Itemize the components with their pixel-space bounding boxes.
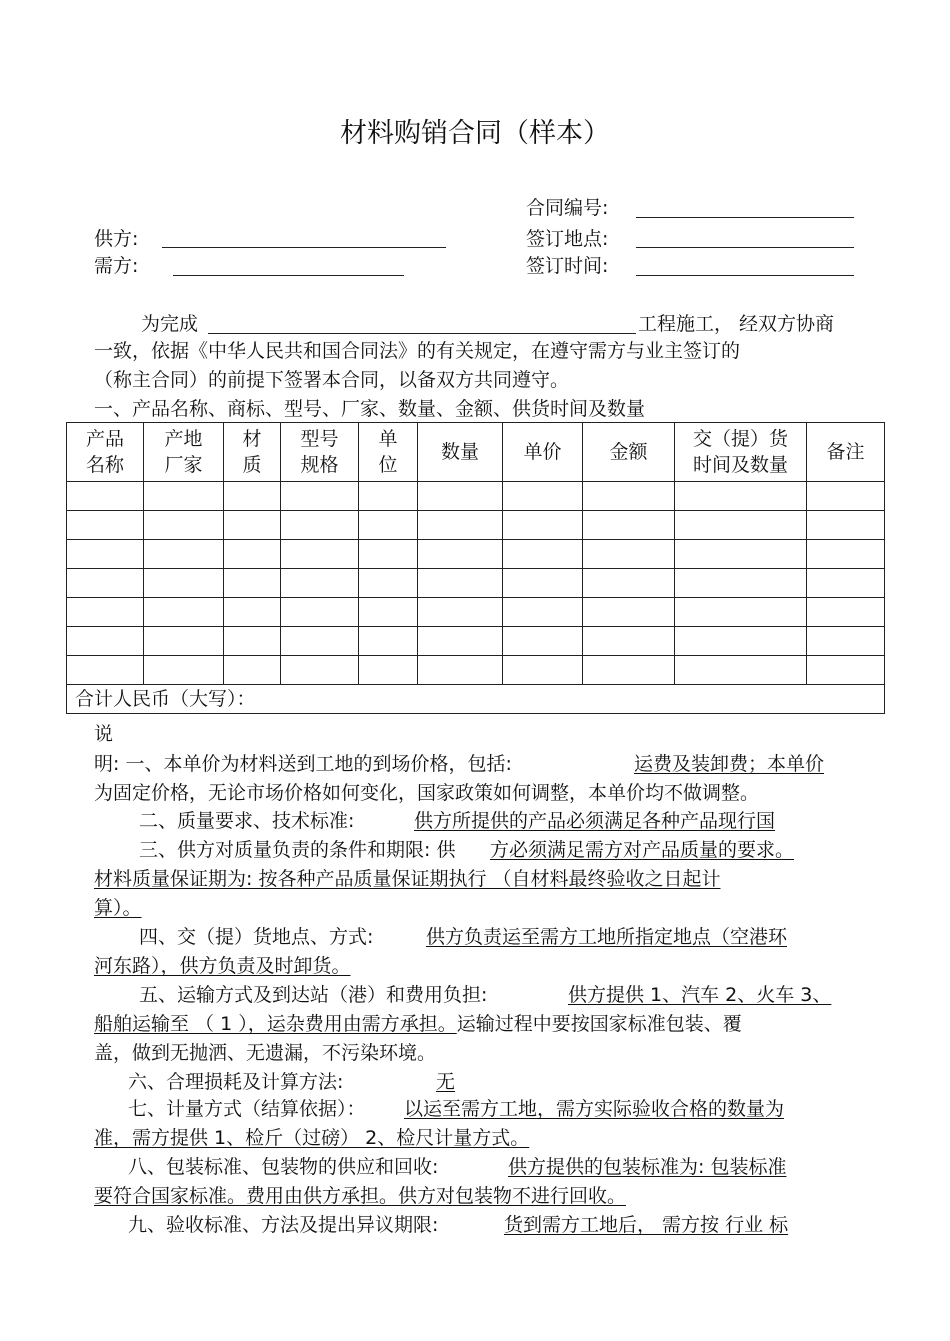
intro-part1: 为完成	[141, 313, 199, 335]
sign-place-label: 签订地点:	[526, 228, 609, 250]
header-cell: 材 质	[224, 423, 281, 482]
table-row	[67, 540, 885, 569]
table-row	[67, 569, 885, 598]
supplier-field[interactable]	[162, 247, 446, 248]
note3-label: 三、供方对质量负责的条件和期限: 供	[139, 839, 456, 861]
note4-value: 供方负责运至需方工地所指定地点（空港环	[426, 926, 788, 948]
contract-no-field[interactable]	[636, 217, 854, 218]
note5-value: 供方提供 1、汽车 2、火车 3、	[568, 984, 832, 1006]
note3-value: 方必须满足需方对产品质量的要求。	[490, 839, 795, 861]
supplier-label: 供方:	[94, 228, 139, 250]
note9-value: 货到需方工地后， 需方按 行业 标	[504, 1214, 789, 1236]
table-total-row	[67, 685, 885, 714]
header-cell: 型号 规格	[281, 423, 359, 482]
note8-label: 八、包装标准、包装物的供应和回收:	[128, 1156, 439, 1178]
contract-no-label: 合同编号:	[526, 197, 609, 219]
note6-label: 六、合理损耗及计算方法:	[128, 1071, 344, 1093]
note1-line2: 为固定价格，无论市场价格如何变化，国家政策如何调整，本单价均不做调整。	[94, 782, 760, 804]
note7-line2: 准，需方提供 1、检斤（过磅） 2、检尺计量方式。	[94, 1127, 530, 1149]
product-table	[66, 422, 885, 714]
note3-line3: 算）。	[94, 897, 142, 919]
table-row	[67, 656, 885, 685]
table-header-row	[67, 423, 885, 482]
note9-label: 九、验收标准、方法及提出异议期限:	[128, 1214, 439, 1236]
note5-label: 五、运输方式及到达站（港）和费用负担:	[139, 984, 488, 1006]
note7-value: 以运至需方工地，需方实际验收合格的数量为	[404, 1098, 785, 1120]
header-cell: 产地 厂家	[144, 423, 224, 482]
note3-line2: 材料质量保证期为: 按各种产品质量保证期执行 （自材料最终验收之日起计	[94, 868, 721, 890]
note6-value: 无	[436, 1071, 456, 1093]
header-cell: 交（提）货 时间及数量	[675, 423, 807, 482]
note2-label: 二、质量要求、技术标准:	[139, 810, 355, 832]
note8-value: 供方提供的包装标准为: 包装标准	[508, 1156, 787, 1178]
page-title: 材料购销合同（样本）	[340, 118, 610, 149]
header-cell: 金额	[583, 423, 675, 482]
note5-line3: 盖，做到无抛洒、无遗漏，不污染环境。	[94, 1042, 437, 1064]
sign-time-label: 签订时间:	[526, 255, 609, 277]
notes-shuo: 说	[94, 723, 114, 745]
note1-label: 明: 一、本单价为材料送到工地的到场价格，包括:	[94, 753, 512, 775]
table-row	[67, 511, 885, 540]
table-row	[67, 627, 885, 656]
buyer-label: 需方:	[94, 255, 139, 277]
note1-value: 运费及装卸费；本单价	[634, 753, 825, 775]
header-cell: 产品 名称	[67, 423, 144, 482]
buyer-field[interactable]	[173, 275, 404, 276]
header-cell: 单 位	[359, 423, 418, 482]
note5-line2: 船舶运输至 （ 1 ），运杂费用由需方承担。运输过程中要按国家标准包装、覆	[94, 1013, 742, 1035]
header-cell: 数量	[418, 423, 503, 482]
section1-title: 一、产品名称、商标、型号、厂家、数量、金额、供货时间及数量	[94, 398, 646, 420]
table-row	[67, 482, 885, 511]
note2-value: 供方所提供的产品必须满足各种产品现行国	[414, 810, 776, 832]
intro-part2: 工程施工， 经双方协商	[638, 313, 835, 335]
project-name-field[interactable]	[208, 333, 636, 334]
intro-line2: 一致，依据《中华人民共和国合同法》的有关规定，在遵守需方与业主签订的	[94, 340, 741, 362]
sign-place-field[interactable]	[636, 247, 854, 248]
note8-line2: 要符合国家标准。费用由供方承担。供方对包装物不进行回收。	[94, 1185, 627, 1207]
note4-label: 四、交（提）货地点、方式:	[139, 926, 374, 948]
note7-label: 七、计量方式（结算依据）：	[128, 1098, 366, 1120]
header-cell: 单价	[503, 423, 583, 482]
note4-line2: 河东路），供方负责及时卸货。	[94, 955, 351, 977]
total-rmb-cell[interactable]: 合计人民币（大写）：	[67, 685, 885, 714]
header-cell: 备注	[807, 423, 885, 482]
sign-time-field[interactable]	[636, 275, 854, 276]
table-row	[67, 598, 885, 627]
intro-line3: （称主合同）的前提下签署本合同，以备双方共同遵守。	[94, 369, 570, 391]
